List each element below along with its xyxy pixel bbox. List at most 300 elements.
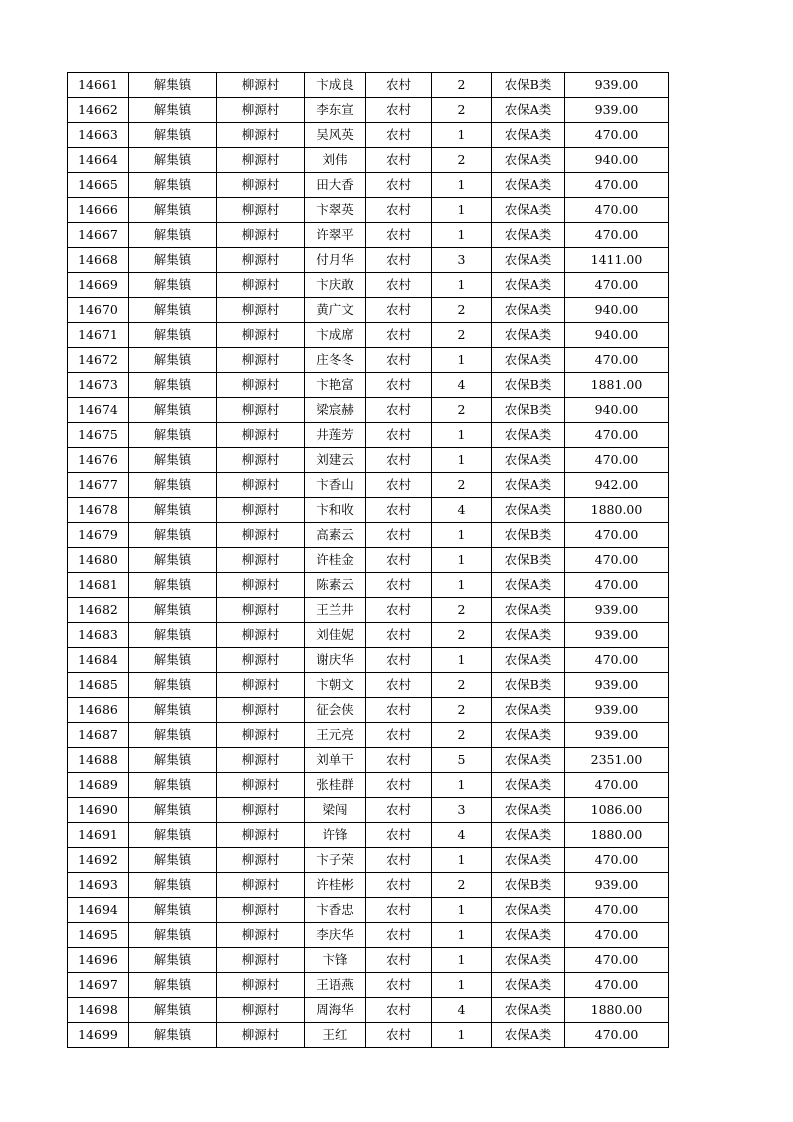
town-cell: 解集镇 xyxy=(129,598,217,623)
table-row xyxy=(68,198,669,223)
record-id-cell: 14689 xyxy=(68,773,129,798)
household-count-cell: 2 xyxy=(432,398,492,423)
table-row xyxy=(68,448,669,473)
name-cell: 付月华 xyxy=(305,248,366,273)
village-cell: 柳源村 xyxy=(217,398,305,423)
name-cell: 卞锋 xyxy=(305,948,366,973)
town-cell: 解集镇 xyxy=(129,323,217,348)
household-count-cell: 2 xyxy=(432,323,492,348)
town-cell: 解集镇 xyxy=(129,948,217,973)
household-count-cell: 3 xyxy=(432,798,492,823)
insurance-class-cell: 农保A类 xyxy=(492,598,565,623)
table-row xyxy=(68,373,669,398)
household-count-cell: 2 xyxy=(432,623,492,648)
record-id-cell: 14670 xyxy=(68,298,129,323)
name-cell: 许翠平 xyxy=(305,223,366,248)
area-type-cell: 农村 xyxy=(366,998,432,1023)
amount-cell: 939.00 xyxy=(565,98,669,123)
town-cell: 解集镇 xyxy=(129,373,217,398)
amount-cell: 470.00 xyxy=(565,523,669,548)
amount-cell: 470.00 xyxy=(565,173,669,198)
household-count-cell: 1 xyxy=(432,573,492,598)
household-count-cell: 4 xyxy=(432,373,492,398)
name-cell: 井莲芳 xyxy=(305,423,366,448)
amount-cell: 939.00 xyxy=(565,598,669,623)
name-cell: 刘佳妮 xyxy=(305,623,366,648)
village-cell: 柳源村 xyxy=(217,323,305,348)
name-cell: 黄广文 xyxy=(305,298,366,323)
household-count-cell: 5 xyxy=(432,748,492,773)
village-cell: 柳源村 xyxy=(217,523,305,548)
table-row xyxy=(68,348,669,373)
name-cell: 庄冬冬 xyxy=(305,348,366,373)
village-cell: 柳源村 xyxy=(217,73,305,98)
amount-cell: 470.00 xyxy=(565,898,669,923)
amount-cell: 940.00 xyxy=(565,148,669,173)
record-id-cell: 14661 xyxy=(68,73,129,98)
record-id-cell: 14699 xyxy=(68,1023,129,1048)
amount-cell: 1411.00 xyxy=(565,248,669,273)
area-type-cell: 农村 xyxy=(366,298,432,323)
household-count-cell: 2 xyxy=(432,73,492,98)
record-id-cell: 14665 xyxy=(68,173,129,198)
record-id-cell: 14691 xyxy=(68,823,129,848)
household-count-cell: 4 xyxy=(432,498,492,523)
amount-cell: 470.00 xyxy=(565,923,669,948)
name-cell: 许锋 xyxy=(305,823,366,848)
record-id-cell: 14668 xyxy=(68,248,129,273)
town-cell: 解集镇 xyxy=(129,448,217,473)
insurance-class-cell: 农保A类 xyxy=(492,848,565,873)
record-id-cell: 14663 xyxy=(68,123,129,148)
area-type-cell: 农村 xyxy=(366,798,432,823)
amount-cell: 940.00 xyxy=(565,323,669,348)
area-type-cell: 农村 xyxy=(366,523,432,548)
area-type-cell: 农村 xyxy=(366,923,432,948)
table-row xyxy=(68,623,669,648)
insurance-class-cell: 农保A类 xyxy=(492,448,565,473)
insurance-class-cell: 农保A类 xyxy=(492,273,565,298)
record-id-cell: 14675 xyxy=(68,423,129,448)
town-cell: 解集镇 xyxy=(129,423,217,448)
record-id-cell: 14662 xyxy=(68,98,129,123)
area-type-cell: 农村 xyxy=(366,673,432,698)
household-count-cell: 2 xyxy=(432,723,492,748)
name-cell: 许桂金 xyxy=(305,548,366,573)
area-type-cell: 农村 xyxy=(366,348,432,373)
village-cell: 柳源村 xyxy=(217,648,305,673)
town-cell: 解集镇 xyxy=(129,748,217,773)
area-type-cell: 农村 xyxy=(366,148,432,173)
name-cell: 许桂彬 xyxy=(305,873,366,898)
table-row xyxy=(68,98,669,123)
town-cell: 解集镇 xyxy=(129,548,217,573)
area-type-cell: 农村 xyxy=(366,548,432,573)
record-id-cell: 14693 xyxy=(68,873,129,898)
name-cell: 卞艳富 xyxy=(305,373,366,398)
household-count-cell: 1 xyxy=(432,173,492,198)
household-count-cell: 1 xyxy=(432,273,492,298)
village-cell: 柳源村 xyxy=(217,423,305,448)
household-count-cell: 1 xyxy=(432,423,492,448)
village-cell: 柳源村 xyxy=(217,973,305,998)
amount-cell: 1881.00 xyxy=(565,373,669,398)
table-row xyxy=(68,298,669,323)
area-type-cell: 农村 xyxy=(366,948,432,973)
insurance-class-cell: 农保A类 xyxy=(492,323,565,348)
insurance-class-cell: 农保A类 xyxy=(492,948,565,973)
area-type-cell: 农村 xyxy=(366,873,432,898)
insurance-class-cell: 农保B类 xyxy=(492,873,565,898)
area-type-cell: 农村 xyxy=(366,848,432,873)
town-cell: 解集镇 xyxy=(129,848,217,873)
name-cell: 卞香忠 xyxy=(305,898,366,923)
village-cell: 柳源村 xyxy=(217,348,305,373)
household-count-cell: 1 xyxy=(432,223,492,248)
table-row xyxy=(68,123,669,148)
town-cell: 解集镇 xyxy=(129,398,217,423)
village-cell: 柳源村 xyxy=(217,948,305,973)
table-row xyxy=(68,598,669,623)
town-cell: 解集镇 xyxy=(129,223,217,248)
record-id-cell: 14687 xyxy=(68,723,129,748)
insurance-class-cell: 农保A类 xyxy=(492,1023,565,1048)
area-type-cell: 农村 xyxy=(366,723,432,748)
name-cell: 李东宣 xyxy=(305,98,366,123)
household-count-cell: 2 xyxy=(432,873,492,898)
area-type-cell: 农村 xyxy=(366,648,432,673)
area-type-cell: 农村 xyxy=(366,123,432,148)
table-body xyxy=(68,73,669,1048)
amount-cell: 940.00 xyxy=(565,298,669,323)
record-id-cell: 14685 xyxy=(68,673,129,698)
record-id-cell: 14666 xyxy=(68,198,129,223)
amount-cell: 470.00 xyxy=(565,198,669,223)
record-id-cell: 14688 xyxy=(68,748,129,773)
area-type-cell: 农村 xyxy=(366,448,432,473)
name-cell: 刘建云 xyxy=(305,448,366,473)
household-count-cell: 1 xyxy=(432,1023,492,1048)
record-id-cell: 14679 xyxy=(68,523,129,548)
amount-cell: 1880.00 xyxy=(565,498,669,523)
household-count-cell: 2 xyxy=(432,148,492,173)
area-type-cell: 农村 xyxy=(366,773,432,798)
area-type-cell: 农村 xyxy=(366,173,432,198)
area-type-cell: 农村 xyxy=(366,323,432,348)
insurance-class-cell: 农保A类 xyxy=(492,423,565,448)
record-id-cell: 14681 xyxy=(68,573,129,598)
amount-cell: 470.00 xyxy=(565,773,669,798)
town-cell: 解集镇 xyxy=(129,798,217,823)
area-type-cell: 农村 xyxy=(366,223,432,248)
record-id-cell: 14694 xyxy=(68,898,129,923)
insurance-class-cell: 农保A类 xyxy=(492,123,565,148)
area-type-cell: 农村 xyxy=(366,273,432,298)
name-cell: 卞成良 xyxy=(305,73,366,98)
household-count-cell: 3 xyxy=(432,248,492,273)
village-cell: 柳源村 xyxy=(217,998,305,1023)
amount-cell: 470.00 xyxy=(565,948,669,973)
town-cell: 解集镇 xyxy=(129,298,217,323)
insurance-class-cell: 农保A类 xyxy=(492,223,565,248)
table-row xyxy=(68,323,669,348)
record-id-cell: 14692 xyxy=(68,848,129,873)
household-count-cell: 1 xyxy=(432,898,492,923)
village-cell: 柳源村 xyxy=(217,773,305,798)
town-cell: 解集镇 xyxy=(129,248,217,273)
household-count-cell: 2 xyxy=(432,98,492,123)
name-cell: 谢庆华 xyxy=(305,648,366,673)
town-cell: 解集镇 xyxy=(129,973,217,998)
household-count-cell: 1 xyxy=(432,948,492,973)
town-cell: 解集镇 xyxy=(129,998,217,1023)
insurance-class-cell: 农保A类 xyxy=(492,573,565,598)
village-cell: 柳源村 xyxy=(217,898,305,923)
town-cell: 解集镇 xyxy=(129,123,217,148)
town-cell: 解集镇 xyxy=(129,623,217,648)
name-cell: 卞朝文 xyxy=(305,673,366,698)
table-row xyxy=(68,973,669,998)
insurance-class-cell: 农保B类 xyxy=(492,548,565,573)
name-cell: 高素云 xyxy=(305,523,366,548)
record-id-cell: 14680 xyxy=(68,548,129,573)
area-type-cell: 农村 xyxy=(366,1023,432,1048)
town-cell: 解集镇 xyxy=(129,198,217,223)
name-cell: 王元亮 xyxy=(305,723,366,748)
household-count-cell: 1 xyxy=(432,448,492,473)
amount-cell: 939.00 xyxy=(565,873,669,898)
name-cell: 田大香 xyxy=(305,173,366,198)
village-cell: 柳源村 xyxy=(217,198,305,223)
name-cell: 王红 xyxy=(305,1023,366,1048)
table-row xyxy=(68,873,669,898)
village-cell: 柳源村 xyxy=(217,848,305,873)
area-type-cell: 农村 xyxy=(366,823,432,848)
household-count-cell: 2 xyxy=(432,698,492,723)
insurance-class-cell: 农保A类 xyxy=(492,648,565,673)
table-row xyxy=(68,898,669,923)
name-cell: 卞和收 xyxy=(305,498,366,523)
insurance-class-cell: 农保A类 xyxy=(492,698,565,723)
village-cell: 柳源村 xyxy=(217,373,305,398)
amount-cell: 470.00 xyxy=(565,548,669,573)
record-id-cell: 14674 xyxy=(68,398,129,423)
household-count-cell: 1 xyxy=(432,848,492,873)
household-count-cell: 4 xyxy=(432,823,492,848)
table-row xyxy=(68,698,669,723)
town-cell: 解集镇 xyxy=(129,723,217,748)
record-id-cell: 14667 xyxy=(68,223,129,248)
insurance-class-cell: 农保A类 xyxy=(492,773,565,798)
record-id-cell: 14669 xyxy=(68,273,129,298)
area-type-cell: 农村 xyxy=(366,698,432,723)
insurance-class-cell: 农保B类 xyxy=(492,73,565,98)
insurance-class-cell: 农保A类 xyxy=(492,898,565,923)
household-count-cell: 1 xyxy=(432,198,492,223)
insurance-class-cell: 农保A类 xyxy=(492,998,565,1023)
table-row xyxy=(68,1023,669,1048)
insurance-class-cell: 农保A类 xyxy=(492,173,565,198)
amount-cell: 470.00 xyxy=(565,573,669,598)
village-cell: 柳源村 xyxy=(217,1023,305,1048)
record-id-cell: 14683 xyxy=(68,623,129,648)
name-cell: 王语燕 xyxy=(305,973,366,998)
town-cell: 解集镇 xyxy=(129,1023,217,1048)
town-cell: 解集镇 xyxy=(129,173,217,198)
village-cell: 柳源村 xyxy=(217,448,305,473)
village-cell: 柳源村 xyxy=(217,598,305,623)
table-row xyxy=(68,473,669,498)
table-row xyxy=(68,748,669,773)
village-cell: 柳源村 xyxy=(217,673,305,698)
insurance-class-cell: 农保A类 xyxy=(492,798,565,823)
name-cell: 梁宸赫 xyxy=(305,398,366,423)
village-cell: 柳源村 xyxy=(217,573,305,598)
name-cell: 周海华 xyxy=(305,998,366,1023)
amount-cell: 939.00 xyxy=(565,723,669,748)
record-id-cell: 14672 xyxy=(68,348,129,373)
area-type-cell: 农村 xyxy=(366,573,432,598)
area-type-cell: 农村 xyxy=(366,373,432,398)
town-cell: 解集镇 xyxy=(129,648,217,673)
name-cell: 卞香山 xyxy=(305,473,366,498)
table-row xyxy=(68,273,669,298)
name-cell: 陈素云 xyxy=(305,573,366,598)
amount-cell: 2351.00 xyxy=(565,748,669,773)
village-cell: 柳源村 xyxy=(217,148,305,173)
record-id-cell: 14676 xyxy=(68,448,129,473)
insurance-class-cell: 农保A类 xyxy=(492,248,565,273)
village-cell: 柳源村 xyxy=(217,173,305,198)
household-count-cell: 2 xyxy=(432,673,492,698)
name-cell: 李庆华 xyxy=(305,923,366,948)
insurance-class-cell: 农保A类 xyxy=(492,148,565,173)
town-cell: 解集镇 xyxy=(129,473,217,498)
amount-cell: 470.00 xyxy=(565,1023,669,1048)
village-cell: 柳源村 xyxy=(217,473,305,498)
amount-cell: 942.00 xyxy=(565,473,669,498)
insurance-class-cell: 农保A类 xyxy=(492,723,565,748)
insurance-class-cell: 农保A类 xyxy=(492,198,565,223)
name-cell: 王兰井 xyxy=(305,598,366,623)
town-cell: 解集镇 xyxy=(129,523,217,548)
village-cell: 柳源村 xyxy=(217,823,305,848)
village-cell: 柳源村 xyxy=(217,273,305,298)
town-cell: 解集镇 xyxy=(129,923,217,948)
household-count-cell: 1 xyxy=(432,348,492,373)
table-row xyxy=(68,773,669,798)
amount-cell: 470.00 xyxy=(565,448,669,473)
town-cell: 解集镇 xyxy=(129,348,217,373)
record-id-cell: 14695 xyxy=(68,923,129,948)
town-cell: 解集镇 xyxy=(129,898,217,923)
insurance-class-cell: 农保A类 xyxy=(492,473,565,498)
data-table xyxy=(67,72,669,1048)
amount-cell: 470.00 xyxy=(565,423,669,448)
village-cell: 柳源村 xyxy=(217,223,305,248)
table-row xyxy=(68,673,669,698)
record-id-cell: 14682 xyxy=(68,598,129,623)
household-count-cell: 1 xyxy=(432,923,492,948)
insurance-class-cell: 农保A类 xyxy=(492,748,565,773)
table-row xyxy=(68,148,669,173)
amount-cell: 470.00 xyxy=(565,273,669,298)
household-count-cell: 1 xyxy=(432,773,492,798)
amount-cell: 1880.00 xyxy=(565,998,669,1023)
table-row xyxy=(68,798,669,823)
name-cell: 征会侠 xyxy=(305,698,366,723)
insurance-class-cell: 农保B类 xyxy=(492,523,565,548)
town-cell: 解集镇 xyxy=(129,698,217,723)
table-row xyxy=(68,573,669,598)
town-cell: 解集镇 xyxy=(129,773,217,798)
table-row xyxy=(68,498,669,523)
insurance-class-cell: 农保B类 xyxy=(492,373,565,398)
household-count-cell: 1 xyxy=(432,523,492,548)
insurance-class-cell: 农保A类 xyxy=(492,348,565,373)
record-id-cell: 14673 xyxy=(68,373,129,398)
name-cell: 刘单干 xyxy=(305,748,366,773)
amount-cell: 470.00 xyxy=(565,223,669,248)
village-cell: 柳源村 xyxy=(217,798,305,823)
amount-cell: 1880.00 xyxy=(565,823,669,848)
amount-cell: 940.00 xyxy=(565,398,669,423)
name-cell: 梁闯 xyxy=(305,798,366,823)
village-cell: 柳源村 xyxy=(217,123,305,148)
village-cell: 柳源村 xyxy=(217,698,305,723)
area-type-cell: 农村 xyxy=(366,748,432,773)
name-cell: 卞庆敢 xyxy=(305,273,366,298)
village-cell: 柳源村 xyxy=(217,98,305,123)
household-count-cell: 2 xyxy=(432,298,492,323)
amount-cell: 939.00 xyxy=(565,698,669,723)
town-cell: 解集镇 xyxy=(129,273,217,298)
record-id-cell: 14684 xyxy=(68,648,129,673)
amount-cell: 470.00 xyxy=(565,973,669,998)
record-id-cell: 14678 xyxy=(68,498,129,523)
town-cell: 解集镇 xyxy=(129,98,217,123)
village-cell: 柳源村 xyxy=(217,923,305,948)
household-count-cell: 1 xyxy=(432,123,492,148)
table-row xyxy=(68,173,669,198)
name-cell: 卞成席 xyxy=(305,323,366,348)
record-id-cell: 14671 xyxy=(68,323,129,348)
record-id-cell: 14664 xyxy=(68,148,129,173)
village-cell: 柳源村 xyxy=(217,723,305,748)
table-row xyxy=(68,523,669,548)
insurance-class-cell: 农保A类 xyxy=(492,973,565,998)
table-row xyxy=(68,223,669,248)
household-count-cell: 4 xyxy=(432,998,492,1023)
village-cell: 柳源村 xyxy=(217,873,305,898)
amount-cell: 939.00 xyxy=(565,623,669,648)
table-row xyxy=(68,948,669,973)
household-count-cell: 2 xyxy=(432,598,492,623)
insurance-class-cell: 农保B类 xyxy=(492,398,565,423)
household-count-cell: 1 xyxy=(432,648,492,673)
record-id-cell: 14697 xyxy=(68,973,129,998)
record-id-cell: 14698 xyxy=(68,998,129,1023)
amount-cell: 939.00 xyxy=(565,73,669,98)
name-cell: 卞子荣 xyxy=(305,848,366,873)
record-id-cell: 14690 xyxy=(68,798,129,823)
insurance-class-cell: 农保A类 xyxy=(492,623,565,648)
area-type-cell: 农村 xyxy=(366,473,432,498)
area-type-cell: 农村 xyxy=(366,598,432,623)
record-id-cell: 14686 xyxy=(68,698,129,723)
household-count-cell: 2 xyxy=(432,473,492,498)
table-row xyxy=(68,73,669,98)
